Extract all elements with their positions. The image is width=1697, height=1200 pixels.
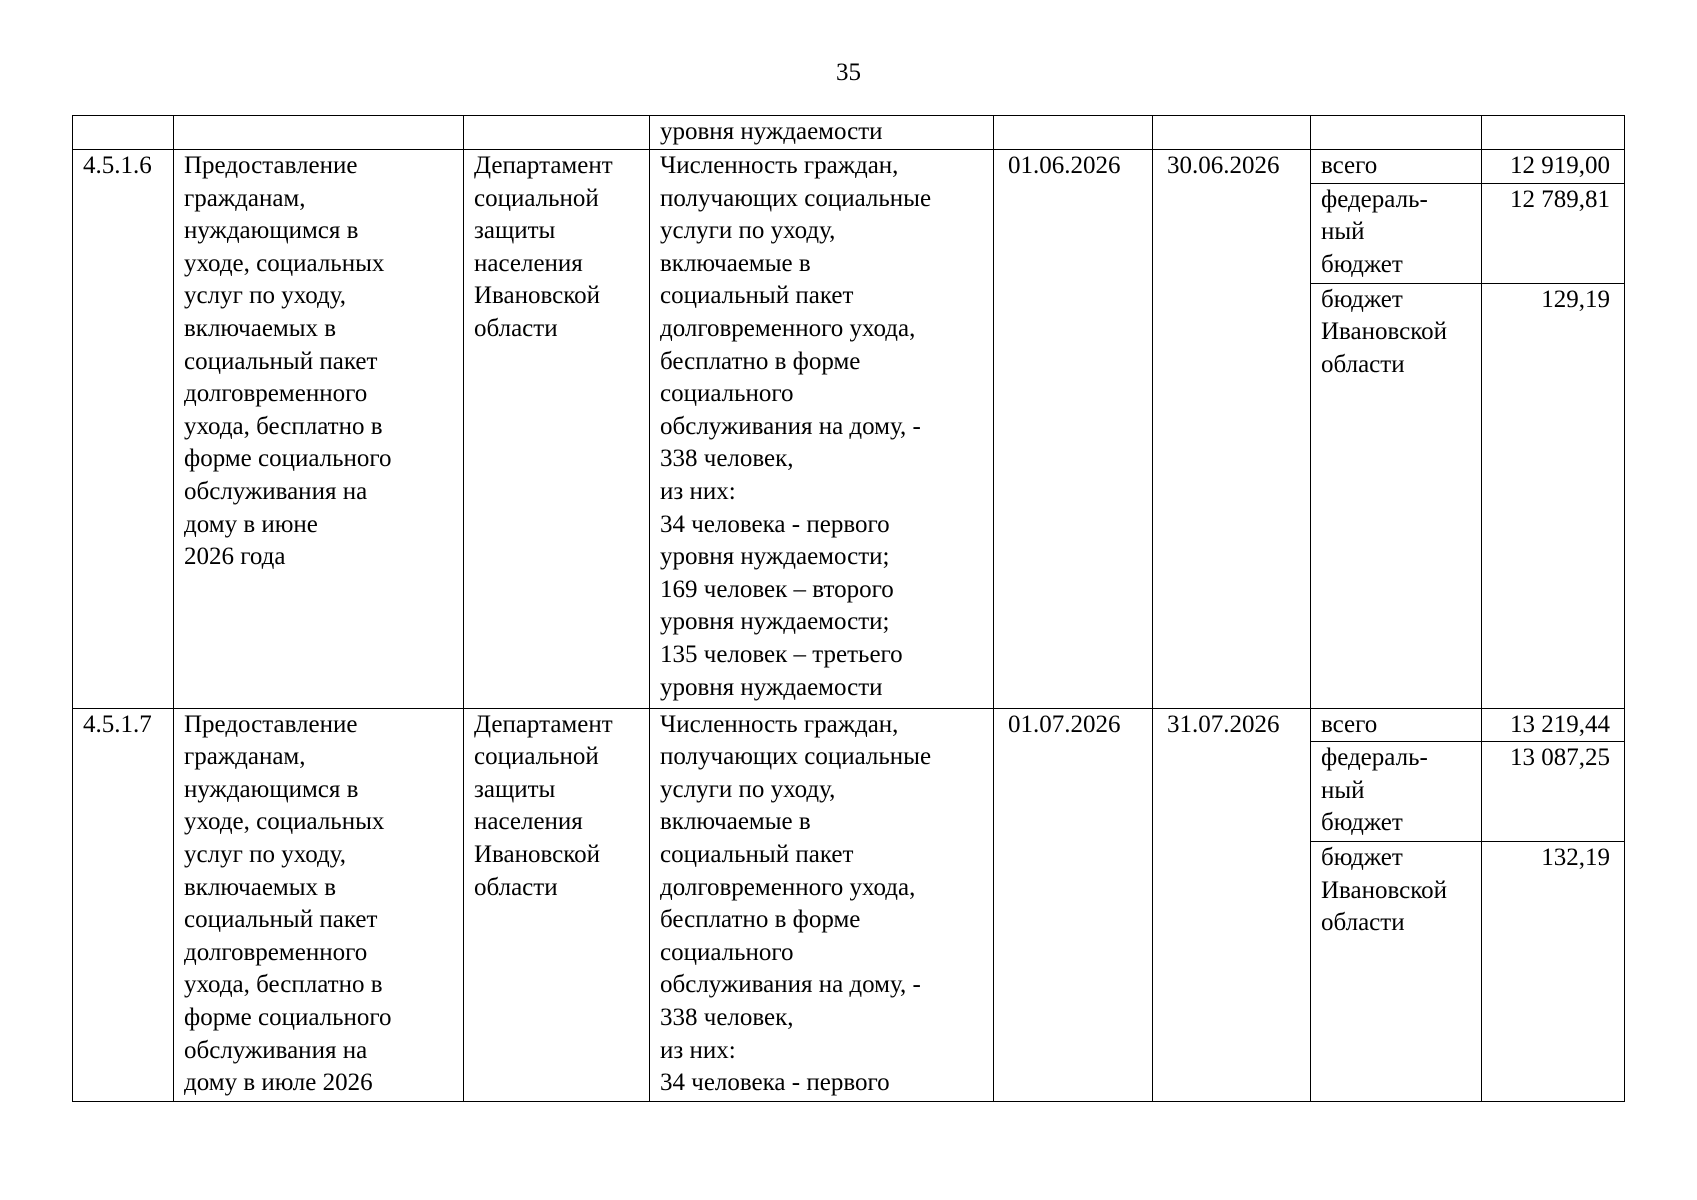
indicator-cell: Численность граждан, получающих социальные услуги по уходу, включаемые в социальный пакет долговременного ухода, бесплатно в форме социального обслуживания на дому, - 338 человек, из них: 34 человека - первого уровня нуждаемости; 169 человек – второго уровня нуждаемости; 135 человек – третьего уровня нуждаемости (650, 150, 994, 709)
funding-amount-cell: 12 789,81 (1482, 183, 1625, 283)
funding-source-cell (1311, 116, 1482, 150)
funding-source-cell: федераль- ный бюджет (1311, 183, 1482, 283)
code-cell: 4.5.1.7 (73, 708, 174, 1102)
event-cell: Предоставление гражданам, нуждающимся в уходе, социальных услуг по уходу, включаемых в социальный пакет долговременного ухода, бесплатно в форме социального обслуживания на дому в июне 2026 года (174, 150, 464, 709)
start-date-cell: 01.06.2026 (994, 150, 1153, 709)
executor-cell (464, 116, 650, 150)
executor-cell: Департамент социальной защиты населения Ивановской области (464, 708, 650, 1102)
event-cell: Предоставление гражданам, нуждающимся в уходе, социальных услуг по уходу, включаемых в социальный пакет долговременного ухода, бесплатно в форме социального обслуживания на дому в июле 2026 (174, 708, 464, 1102)
end-date-cell: 30.06.2026 (1153, 150, 1311, 709)
funding-source-cell: всего (1311, 708, 1482, 742)
funding-amount-cell: 13 087,25 (1482, 742, 1625, 842)
indicator-cell: уровня нуждаемости (650, 116, 994, 150)
funding-amount-cell (1482, 116, 1625, 150)
code-cell (73, 116, 174, 150)
start-date-cell (994, 116, 1153, 150)
start-date-cell: 01.07.2026 (994, 708, 1153, 1102)
table-row (73, 708, 1625, 742)
table-row (73, 150, 1625, 184)
funding-amount-cell: 13 219,44 (1482, 708, 1625, 742)
code-cell: 4.5.1.6 (73, 150, 174, 709)
funding-amount-cell: 12 919,00 (1482, 150, 1625, 184)
executor-cell: Департамент социальной защиты населения Ивановской области (464, 150, 650, 709)
end-date-cell (1153, 116, 1311, 150)
end-date-cell: 31.07.2026 (1153, 708, 1311, 1102)
event-cell (174, 116, 464, 150)
funding-source-cell: федераль- ный бюджет (1311, 742, 1482, 842)
funding-source-cell: бюджет Ивановской области (1311, 842, 1482, 1102)
indicator-cell: Численность граждан, получающих социальные услуги по уходу, включаемые в социальный пакет долговременного ухода, бесплатно в форме социального обслуживания на дому, - 338 человек, из них: 34 человека - первого (650, 708, 994, 1102)
page-number: 35 (836, 59, 861, 86)
funding-amount-cell: 129,19 (1482, 283, 1625, 708)
funding-source-cell: бюджет Ивановской области (1311, 283, 1482, 708)
continuation-row (73, 116, 1625, 150)
funding-source-cell: всего (1311, 150, 1482, 184)
funding-amount-cell: 132,19 (1482, 842, 1625, 1102)
plan-table (72, 115, 1625, 1102)
